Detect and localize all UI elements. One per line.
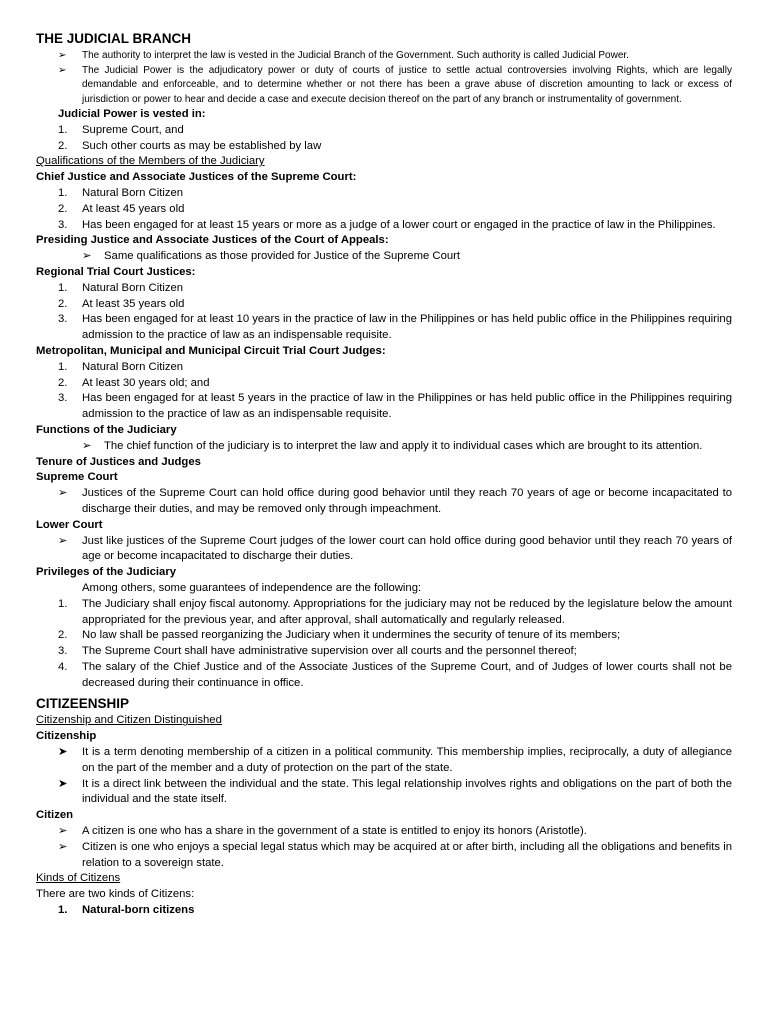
chief-justice-heading: Chief Justice and Associate Justices of the Supreme Court: <box>36 171 357 184</box>
list-item: 1. Natural-born citizens <box>58 904 195 917</box>
list-item: ➤ It is a direct link between the individual and the state. This legal relationship involves rights and obligations on the part of both the individual and the state itself. <box>58 777 732 806</box>
list-item: 1. Natural Born Citizen <box>58 186 184 199</box>
list-item: 3. Has been engaged for at least 10 years in the practice of law in the Philippines or has held public office in the Philippines requiring admission to the practice of law as an indispensable requisite. <box>58 313 732 342</box>
privileges-heading: Privileges of the Judiciary <box>36 566 177 579</box>
list-item: 1. Supreme Court, and <box>58 123 184 136</box>
list-item: 2. Such other courts as may be established by law <box>58 139 322 152</box>
list-item: 2. At least 45 years old <box>58 202 185 215</box>
list-item: 2. At least 35 years old <box>58 297 185 310</box>
intro-bullet-1: ➢ The authority to interpret the law is vested in the Judicial Branch of the Government. Such authority is called Judicial Power. <box>36 49 732 64</box>
kinds-heading: Kinds of Citizens <box>36 872 121 885</box>
privileges-intro: Among others, some guarantees of independence are the following: <box>82 581 422 594</box>
arrow-bullet-icon: ➢ <box>58 840 68 853</box>
judicial-branch-title: THE JUDICIAL BRANCH <box>36 31 192 46</box>
qualifications-heading: Qualifications of the Members of the Judiciary <box>36 155 265 168</box>
list-item: ➢ Just like justices of the Supreme Court judges of the lower court can hold office during good behavior until they reach 70 years of age or become incapacitated to discharge their duties. <box>58 534 732 563</box>
list-item: ➤ It is a term denoting membership of a citizen in a political community. This membership implies, reciprocally, a duty of allegiance on the part of the member and a duty of protection on the part of the state. <box>58 746 732 774</box>
list-item: 3. Has been engaged for at least 15 years or more as a judge of a lower court or engaged in the practice of law in the Philippines. <box>58 218 716 231</box>
list-item: 2. No law shall be passed reorganizing the Judiciary when it undermines the security of tenure of its members; <box>58 629 621 642</box>
arrow-bullet-icon: ➢ <box>58 64 67 76</box>
list-item: ➢ Citizen is one who enjoys a special legal status which may be acquired at or after birth, including all the obligations and benefits in relation to a sovereign state. <box>58 840 732 869</box>
list-item: ➢ A citizen is one who has a share in the government of a state is entitled to enjoy its honors (Aristotle). <box>36 824 732 840</box>
court-of-appeals-heading: Presiding Justice and Associate Justices of the Court of Appeals: <box>36 234 389 247</box>
list-item: 1. The Judiciary shall enjoy fiscal autonomy. Appropriations for the judiciary may not be reduced by the legislature below the amount appropriated for the previous year, and after approval, shall automatically and regularly released. <box>58 597 732 626</box>
arrow-bullet-icon: ➢ <box>58 825 68 838</box>
list-item: ➢ Justices of the Supreme Court can hold office during good behavior until they reach 70 years of age or become incapacitated to discharge their duties, and may be removed only through impeachment. <box>58 487 732 515</box>
list-item: 3. The Supreme Court shall have administrative supervision over all courts and the personnel thereof; <box>58 645 577 658</box>
intro-bullet-2: ➢ The Judicial Power is the adjudicatory power or duty of courts of justice to settle actual controversies involving Rights, which are legally demandable and enforceable, and to determine whether or not there has been a grave abuse of discretion amounting to lack or excess of jurisdiction or power to hear and decide a case and execute decision thereof on the part of any branch or instrumentality of government. <box>58 64 732 105</box>
tenure-heading: Tenure of Justices and Judges <box>36 455 201 468</box>
lower-court-heading: Lower Court <box>36 518 103 531</box>
list-item: ➢ Same qualifications as those provided for Justice of the Supreme Court <box>36 249 732 265</box>
arrow-bullet-icon: ➤ <box>58 777 68 790</box>
citizenship-title: CITIZEENSHIP <box>36 696 130 712</box>
supreme-court-heading: Supreme Court <box>36 471 118 484</box>
arrow-bullet-icon: ➢ <box>82 250 92 263</box>
functions-heading: Functions of the Judiciary <box>36 423 177 436</box>
arrow-bullet-icon: ➢ <box>82 439 92 452</box>
arrow-bullet-icon: ➢ <box>58 534 68 547</box>
rtc-heading: Regional Trial Court Justices: <box>36 265 196 278</box>
distinguished-heading: Citizenship and Citizen Distinguished <box>36 714 222 727</box>
citizenship-heading: Citizenship <box>36 730 97 743</box>
list-item: 1. Natural Born Citizen <box>58 360 184 373</box>
list-item: 3. Has been engaged for at least 5 years in the practice of law in the Philippines or has held public office in the Philippines requiring admission to the practice of law as an indispensable requisite. <box>58 392 732 421</box>
kinds-intro: There are two kinds of Citizens: <box>36 888 195 901</box>
list-item: 1. Natural Born Citizen <box>58 281 184 294</box>
vested-heading: Judicial Power is vested in: <box>58 108 206 120</box>
citizen-heading: Citizen <box>36 809 74 822</box>
mtc-heading: Metropolitan, Municipal and Municipal Circuit Trial Court Judges: <box>36 344 386 357</box>
list-item: ➢ The chief function of the judiciary is to interpret the law and apply it to individual cases which are brought to its attention. <box>36 439 732 455</box>
list-item: 2. At least 30 years old; and <box>58 376 210 389</box>
list-item: 4. The salary of the Chief Justice and of the Associate Justices of the Supreme Court, and of Judges of lower courts shall not be decreased during their continuance in office. <box>58 660 732 689</box>
arrow-bullet-icon: ➢ <box>58 50 67 61</box>
arrow-bullet-icon: ➤ <box>58 746 68 759</box>
arrow-bullet-icon: ➢ <box>58 487 68 500</box>
